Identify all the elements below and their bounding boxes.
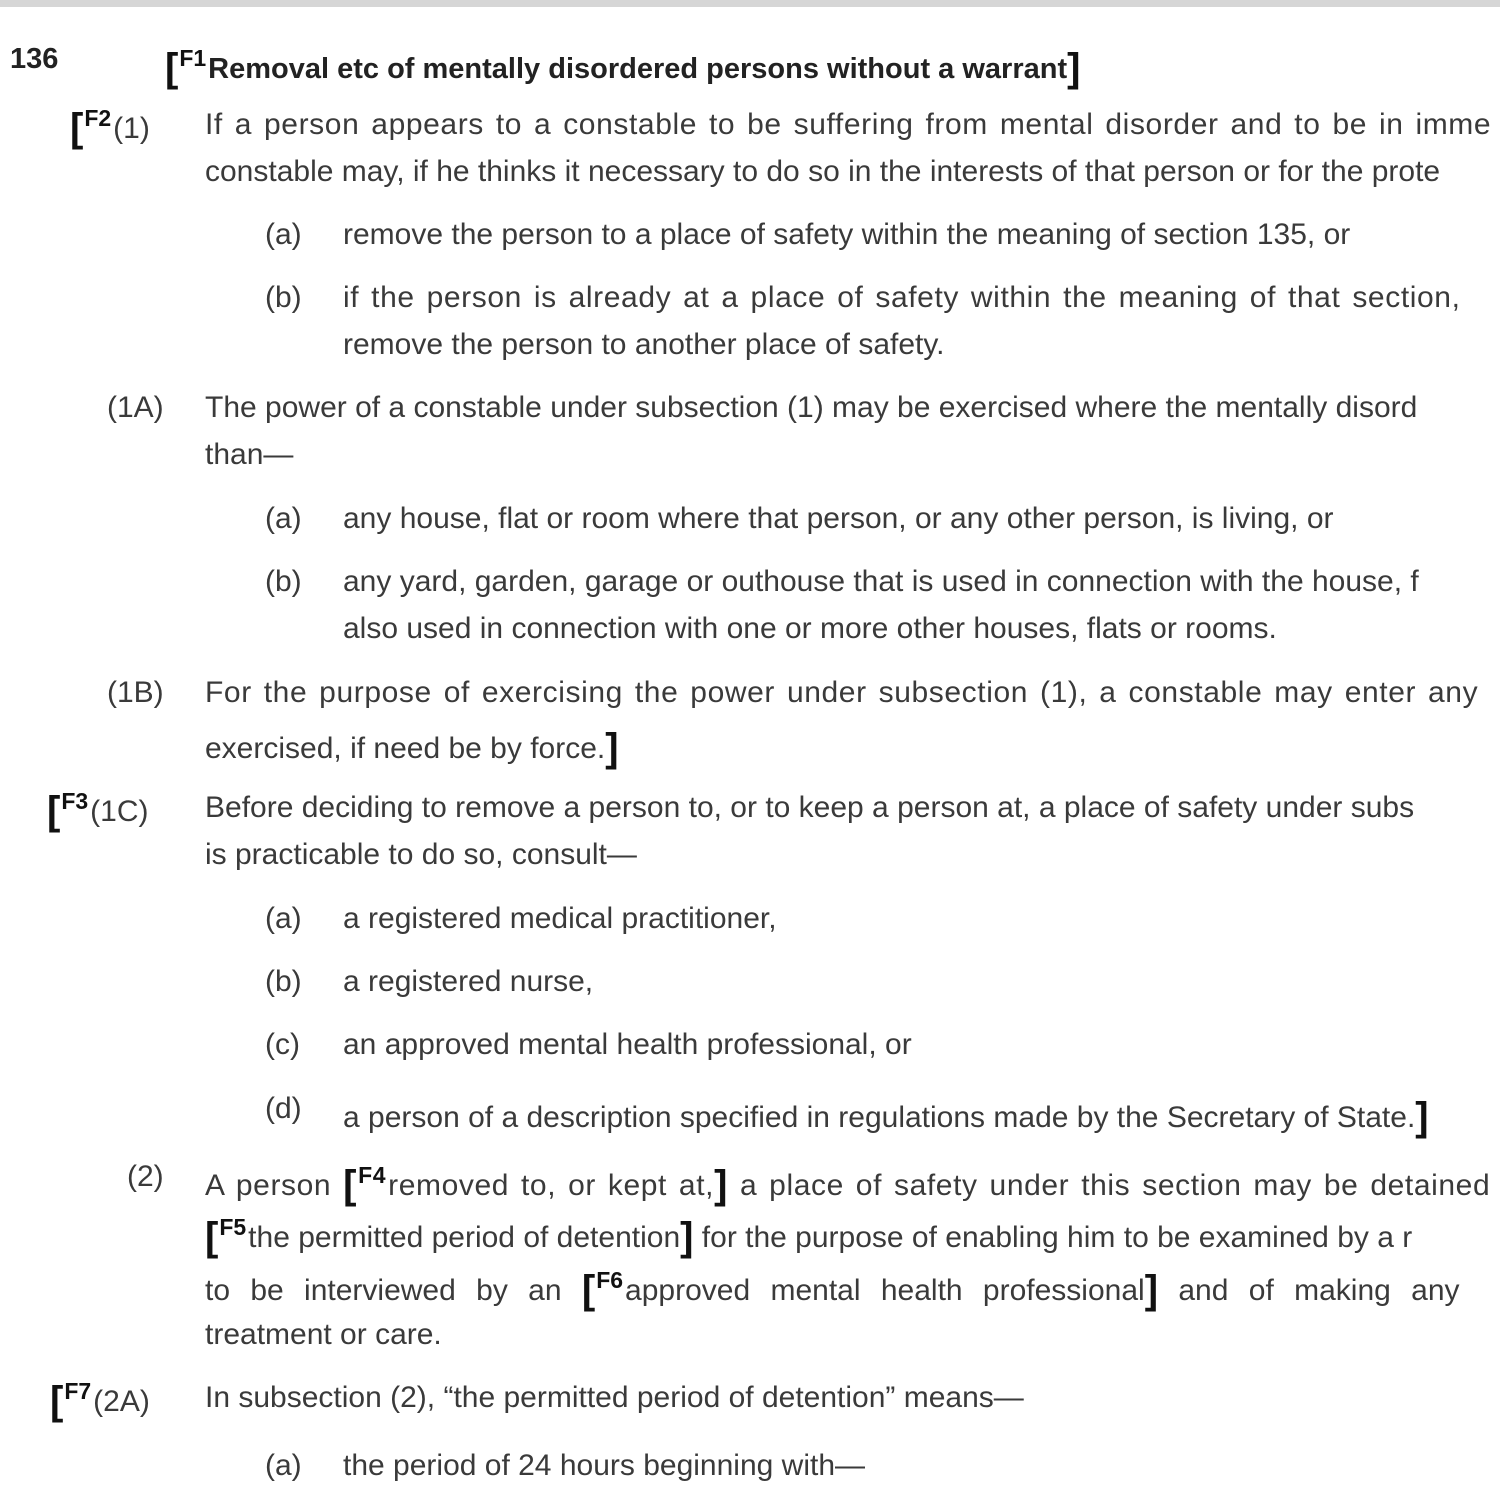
subsection-1-marker: [$^{F2}$(1) (70, 105, 150, 150)
subsection-1c-para-a: a registered medical practitioner, (343, 902, 777, 935)
subsection-1c-para-d: a person of a description specified in regulations made by the Secretary of State.] (343, 1095, 1429, 1139)
amendment-ref-f2[interactable]: F2 (84, 105, 112, 131)
subsection-1a-para-a: any house, flat or room where that person, or any other person, is living, or (343, 502, 1334, 535)
subsection-label: (1C) (90, 795, 149, 828)
para-label: (a) (265, 902, 302, 935)
subsection-1c-line-1: Before deciding to remove a person to, or to keep a person at, a place of safety under subs (205, 791, 1415, 824)
subsection-2a-line-1: In subsection (2), “the permitted period of detention” means— (205, 1381, 1024, 1414)
subsection-1a-para-b-line-2: also used in connection with one or more other houses, flats or rooms. (343, 612, 1277, 645)
amendment-ref-f3[interactable]: F3 (61, 788, 89, 814)
subsection-2-line-2: [$^{F5}$the permitted period of detention] for the purpose of enabling him to be examined by a r (205, 1214, 1413, 1259)
section-title: Removal etc of mentally disordered persons without a warrant (208, 53, 1068, 85)
amendment-ref-f1[interactable]: F1 (179, 45, 207, 71)
subsection-1b-line-1: For the purpose of exercising the power under subsection (1), a constable may enter any (205, 676, 1479, 709)
amendment-ref-f7[interactable]: F7 (64, 1378, 92, 1404)
subsection-1a-para-b-line-1: any yard, garden, garage or outhouse that is used in connection with the house, f (343, 565, 1419, 598)
subsection-1-line-2: constable may, if he thinks it necessary to do so in the interests of that person or for the prote (205, 155, 1441, 188)
subsection-1-para-b-line-1: if the person is already at a place of safety within the meaning of that section, (343, 281, 1461, 314)
subsection-label: (2) (127, 1160, 164, 1193)
subsection-2a-para-a: the period of 24 hours beginning with— (343, 1449, 866, 1482)
subsection-label: (1A) (107, 391, 164, 424)
subsection-1-para-b-line-2: remove the person to another place of safety. (343, 328, 945, 361)
subsection-2-line-1: A person [$^{F4}$removed to, or kept at,] a place of safety under this section may be detained (205, 1162, 1491, 1207)
subsection-1a-line-1: The power of a constable under subsection (1) may be exercised where the mentally disord (205, 391, 1418, 424)
para-label: (a) (265, 502, 302, 535)
subsection-label: (1) (113, 112, 150, 145)
subsection-1-para-a: remove the person to a place of safety within the meaning of section 135, or (343, 218, 1351, 251)
subsection-1c-para-c: an approved mental health professional, or (343, 1028, 912, 1061)
subsection-1b-line-2: exercised, if need be by force.] (205, 726, 619, 770)
para-label: (c) (265, 1028, 300, 1061)
amendment-ref-f6[interactable]: F6 (596, 1267, 624, 1293)
para-label: (b) (265, 281, 302, 314)
subsection-1c-para-b: a registered nurse, (343, 965, 594, 998)
amendment-ref-f4[interactable]: F4 (358, 1162, 387, 1188)
subsection-label: (1B) (107, 676, 164, 709)
subsection-1a-line-2: than— (205, 438, 294, 471)
amendment-ref-f5[interactable]: F5 (219, 1214, 247, 1240)
section-number: 136 (10, 43, 59, 75)
subsection-2-line-3: to be interviewed by an [$^{F6}$approved mental health professional] and of making any (205, 1267, 1460, 1312)
subsection-1c-line-2: is practicable to do so, consult— (205, 838, 637, 871)
subsection-2a-marker: [$^{F7}$(2A) (50, 1378, 150, 1423)
subsection-1c-marker: [$^{F3}$(1C) (47, 788, 149, 833)
para-label: (b) (265, 965, 302, 998)
para-label: (d) (265, 1092, 302, 1125)
subsection-2-line-4: treatment or care. (205, 1318, 442, 1351)
subsection-label: (2A) (93, 1385, 150, 1418)
subsection-1-line-1: If a person appears to a constable to be suffering from mental disorder and to be in imme (205, 108, 1492, 141)
para-label: (a) (265, 218, 302, 251)
section-heading: [$^{F1}$Removal etc of mentally disordered persons without a warrant] (165, 45, 1081, 90)
para-label: (b) (265, 565, 302, 598)
para-label: (a) (265, 1449, 302, 1482)
